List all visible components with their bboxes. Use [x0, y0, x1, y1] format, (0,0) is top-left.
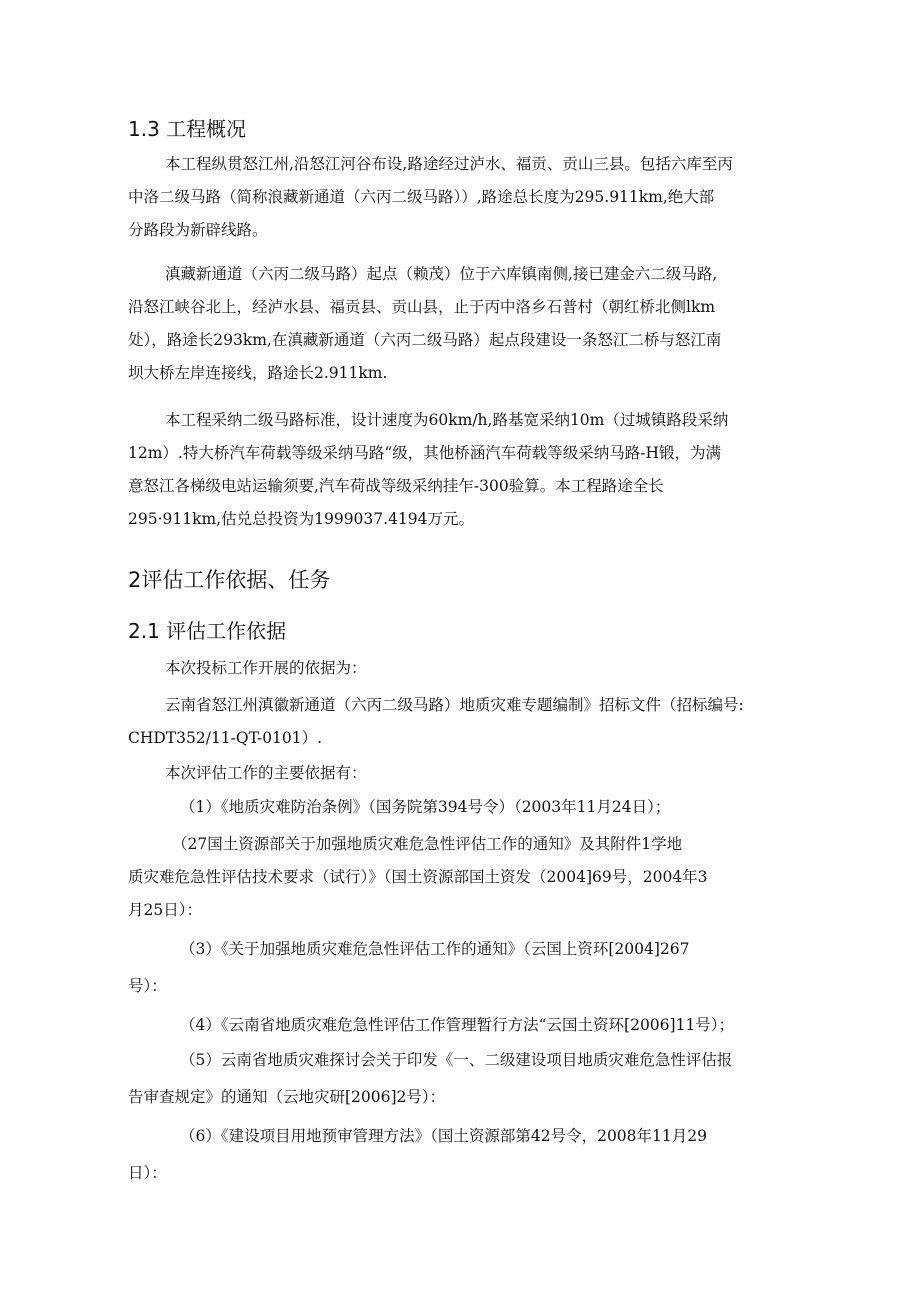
text-line: 号）：: [128, 977, 167, 995]
text-line: CHDT352/11-QT-0101）.: [128, 729, 323, 747]
paragraph-tender-doc: [128, 689, 793, 755]
basis-item-5: [128, 1044, 793, 1118]
text-line: 月25日）：: [128, 901, 202, 919]
text-line: （5）云南省地质灾难探讨会关于印发《一、二级建设项目地质灾难危急性评估报: [180, 1051, 733, 1069]
text-line: 本次评估工作的主要依据有：: [165, 764, 367, 782]
heading-2: 2评估工作依据、任务: [128, 568, 331, 592]
paragraph-intro-1: [128, 652, 793, 685]
paragraph-intro-2: [128, 757, 793, 790]
basis-item-4: [128, 1009, 793, 1042]
text-line: （6）《建设项目用地预审管理方法》（国土资源部第42号令，2008年11月29: [180, 1127, 707, 1145]
text-line: 12m）.特大桥汽车荷载等级采纳马路“级，其他桥涵汽车荷载等级采纳马路-H锻，为满: [128, 444, 722, 462]
text-line: 意怒江各梯级电站运输须要,汽车荷战等级采纳挂乍-300验算。本工程路途全长: [128, 477, 664, 495]
text-line: （3）《关于加强地质灾难危急性评估工作的通知》（云国上资环[2004]267: [180, 940, 690, 958]
paragraph-overview: [128, 148, 793, 247]
paragraph-route: [128, 258, 793, 390]
text-line: 质灾难危急性评估技术要求（试行）》（国土资源部国土资发（2004]69号，2004年3: [128, 868, 708, 886]
text-line: 日）：: [128, 1164, 167, 1182]
text-line: 本工程采纳二级马路标准，设计速度为60km∕h,路基宽采纳10m（过城镇路段采纳: [165, 411, 729, 429]
basis-item-1: [128, 791, 793, 824]
text-line: 本工程纵贯怒江州,沿怒江河谷布设,路途经过泸水、福贡、贡山三县。包括六库至丙: [165, 155, 733, 173]
text-line: 云南省怒江州滇徽新通道（六丙二级马路）地质灾难专题编制》招标文件（招标编号:: [165, 696, 744, 714]
basis-item-6: [128, 1120, 793, 1194]
text-line: 中洛二级马路（简称浪藏新通道（六丙二级马路））,路途总长度为295.911km,绝大部: [128, 188, 715, 206]
text-line: 295·911km,估兑总投资为1999037.4194万元。: [128, 510, 475, 528]
text-line: （27国土资源部关于加强地质灾难危急性评估工作的通知》及其附件1学地: [172, 835, 683, 853]
text-line: 本次投标工作开展的依据为：: [165, 659, 367, 677]
basis-item-2: [128, 828, 793, 927]
text-line: 滇藏新通道（六丙二级马路）起点（赖茂）位于六库镇南侧,接已建金六二级马路,: [165, 265, 718, 283]
text-line: 告审查规定》的通知（云地灾研[2006]2号）：: [128, 1088, 446, 1106]
text-line: 分路段为新辟线路。: [128, 221, 268, 239]
text-line: 处），路途长293km,在滇藏新通道（六丙二级马路）起点段建设一条怒江二桥与怒江南: [128, 331, 722, 349]
paragraph-standards: [128, 404, 793, 536]
heading-2-1: 2.1 评估工作依据: [128, 619, 287, 643]
text-line: （1）《地质灾难防治条例》（国务院第394号令）（2003年11月24日）；: [180, 798, 671, 816]
basis-item-3: [128, 933, 793, 1007]
text-line: （4）《云南省地质灾难危急性评估工作管理暂行方法“云国土资环[2006]11号）；: [180, 1016, 735, 1034]
text-line: 坝大桥左岸连接线，路途长2.911km.: [128, 364, 388, 382]
heading-1-3: 1.3 工程概况: [128, 117, 247, 141]
text-line: 沿怒江峡谷北上，经泸水县、福贡县、贡山县，止于丙中洛乡石普村（朝红桥北侧lkm: [128, 298, 716, 316]
